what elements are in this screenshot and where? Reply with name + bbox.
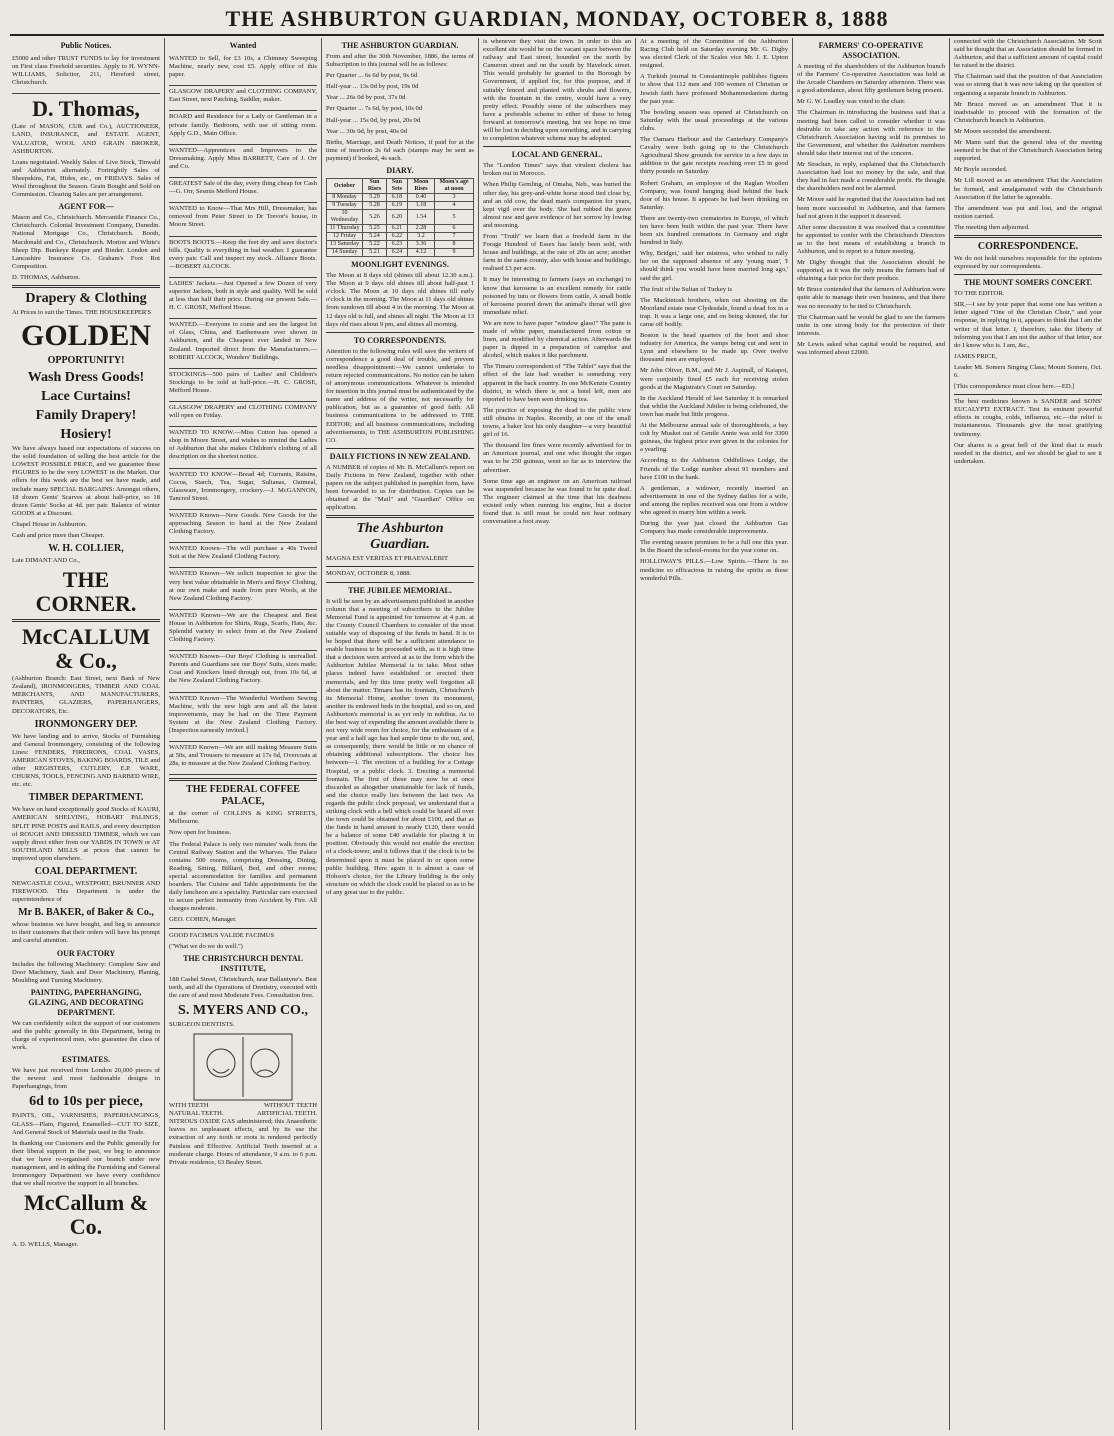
diary-cell: 6.22	[386, 233, 407, 241]
corner-heading: THE CORNER.	[35, 567, 137, 617]
wanted-ad	[169, 111, 317, 144]
wanted-ad	[169, 427, 317, 468]
coffee-body: The Federal Palace is only two minutes' walk from the Central Railway Station and the Wharves. The Palace contains 500 rooms, comprising Dressing, Dining, Reading, Sitting, Billiard, Bed, and other rooms; special accommodation for families and permanent boarders. The Cuisine and Table appointments for the daily luncheon are a speciality. Particular care exercised to secure perfect immunity from Accident by Fire. All charges moderate.	[169, 840, 317, 913]
dental-heading: THE CHRISTCHURCH DENTAL INSTITUTE,	[183, 953, 303, 973]
hosiery-heading: Hosiery!	[60, 427, 112, 443]
column-7	[950, 38, 1106, 1430]
subscription-term: Year ... 30s 0d, by post, 40s 0d	[326, 127, 408, 135]
farmers-paragraph: Mr Moore said he regretted that the Association had not been more successful in Ashburton, and that farmers had not given it the support it deserved.	[797, 196, 945, 220]
correspondents-body: Attention to the following rules will save the writers of correspondence a good deal of trouble, and prevent needless disappointment:—We cannot undertake to return rejected communications. No notice can be taken of anonymous communications. Whatever is intended for insertion in this journal must be authenticated by the name and address of the writer, not necessarily for publication, but as a guarantee of good faith. All business communications to be addressed to THE EDITOR; and all business communications, including advertisements, to THE ASHBURTON PUBLISHING CO.	[326, 347, 474, 444]
farmers-paragraph: A meeting of the shareholders of the Ashburton branch of the Farmers' Co-operative Association was held at the Arcade Chambers on Saturday afternoon. There was a good attendance, about fifty gentlemen being present.	[797, 63, 945, 95]
mccallum-heading: McCALLUM & Co.,	[21, 624, 151, 674]
col5-top: At a meeting of the Committee of the Ashburton Racing Club held on Saturday evening Mr. G. Digby was elected Clerk of the Scales vice Mr. J. E. Upton resigned.	[640, 38, 788, 70]
fruit-body: The Mackintosh brothers, when out shooting on the Moorland estate near Clydesdale, found a dead fox in a trap. It was a large one, and on being skinned, the fur came off bodily.	[640, 296, 788, 328]
wanted-ad	[169, 510, 317, 543]
col7-bottom: Our shares is a great bell of the kind that is much needed in the district, and we should be glad to see it undertaken.	[954, 441, 1102, 465]
diary-cell: 4	[435, 202, 474, 210]
wanted-ad	[169, 203, 317, 236]
corr-note: We do not hold ourselves responsible for the opinions expressed by our correspondents.	[954, 254, 1102, 271]
moonlight-heading: MOONLIGHT EVENINGS.	[351, 260, 449, 270]
timber-dept-heading: TIMBER DEPARTMENT.	[28, 792, 144, 804]
farmers-heading: FARMERS' CO-OPERATIVE ASSOCIATION.	[818, 41, 924, 60]
wanted-ad	[169, 278, 317, 319]
diary-header-row	[327, 179, 474, 194]
wanted-ad	[169, 568, 317, 609]
diary-row	[327, 194, 474, 202]
column-3	[322, 38, 479, 1430]
coal-body: NEWCASTLE COAL, WESTPORT, BRUNNER AND FIREWOOD. This Department is under the superintendence of	[12, 879, 160, 904]
factory-heading: OUR FACTORY	[56, 948, 116, 958]
agent-for: AGENT FOR—	[58, 202, 114, 212]
family-heading: Family Drapery!	[35, 408, 137, 424]
diary-cell: 6.23	[386, 241, 407, 249]
wanted-ad-text: WANTED to Know—That Mrs Hill, Dressmaker, has removed from Peter Street to Dr Trevor's house, in Moore Street.	[169, 205, 317, 229]
col4-top: is whenever they visit the town. In order to this an excellent site would be on the vacant space between the railway and East street, bounded on the north by Cameron street and on the south by Havelock street. This would probably be granted to the Borough by Government, if applied for, for this purpose, and if suitably fenced and planted with shrubs and flowers, with the fountain in the centre, would have a very pretty effect. Possibly some of the subscribers may have a preferable scheme to either of these to bring forward at tomorrow's meeting, but we hope no time will be lost in deciding upon something, and in carrying to completion whatever scheme may be adopted.	[483, 38, 631, 143]
estimates-heading: ESTIMATES.	[61, 1055, 111, 1065]
diary-row	[327, 202, 474, 210]
meeting-paragraph: Mr Lill moved as an amendment That the Association be formed, and amalgamated with the Christchurch Association if the latter be agreeable.	[954, 177, 1102, 201]
diary-cell: 3.36	[407, 241, 434, 249]
concert-note: [This correspondence must close here.—ED.]	[954, 383, 1075, 391]
meeting-paragraph: Mr Moore seconded the amendment.	[954, 127, 1052, 135]
column-4	[479, 38, 636, 1430]
wanted-ad	[169, 402, 317, 427]
chapel-sub: Cash and price more than Cheaper.	[12, 532, 105, 539]
wanted-ad-text: WANTED Known—New Goods. New Goods for the approaching Season to hand at the New Zealand Clothing Factory.	[169, 511, 317, 536]
teeth-label-left: NATURAL TEETH.	[169, 1110, 224, 1118]
news-paragraph: The Oamaru Harbour and the Canterbury Company's Cavalry were both going up to the Christchurch Agricultural Show grounds for service in a few days in addition to the gate receipts reaching over £5 in good thirty pounds on Saturday.	[640, 136, 788, 176]
motto: MAGNA EST VERITAS ET PRAEVALEBIT	[326, 555, 449, 563]
gas: During the year just closed the Ashburton Gas Company has made considerable improvements.	[640, 520, 788, 536]
date-line: MONDAY, OCTOBER 8, 1888.	[326, 570, 412, 578]
myers-body: NITROUS OXIDE GAS administered; this Anaesthetic leaves no unpleasant effects, and by its use the extraction of any tooth or roots is rendered perfectly Painless and Effective. Artificial Teeth inserted at a moderate charge. Hours of attendance, 9 a.m. to 6 p.m. Private residence, 63 Bealey Street.	[169, 1118, 317, 1166]
wanted-ad	[169, 237, 317, 278]
jubilee-body: It will be seen by an advertisement published in another column that a meeting of subscribers to the Jubilee Memorial Fund is appointed for tomorrow at 4 p.m. at the County Council Chambers to consider of the most suitable way of disposing of the funds in hand. It is to be hoped that there will be a sufficient attendance to enable business to be proceeded with, as it is high time that a decision were arrived at as to the form which the Ashburton Jubilee Memorial is to take. Most other places indeed have established or erected their memorials, and by this time pretty well forgotten all about the matter. Timaru has its fountain, Christchurch its Memorial Home, another town its monument, another its endowed beds in the hospital, and so on, and Ashburton's memorial is as yet only in nubibus. As to the best way of expending the amount available there is not very wide room for choice, for the enthusiasm of a year and a half ago has had ample time to die out, and, as consequently, there would be little or no chance of obtaining additional subscriptions. The choice lies between—1. The erection of a building for a Cottage Hospital, or a public clock. 3. Erecting a memorial fountain. The first of these may now be at once discarded as altogether unattainable for lack of funds, and the choice really lies between the last two. As regards the public clock proposal, we understand that a striking clock with a bell which could be heard all over the town could be obtained for about £100, and that as the funds in hand amount to nearly £120, there would be a balance of some £40 available for placing it in position. Obviously this would not enable the erection of a clock-tower, and it follows that if the clock is to be determined upon it must be placed in or upon some public building. Here again it is almost a case of Hobson's choice, for the Library building is the only structure on which the clock could be placed so as to be of any great use to the public.	[326, 597, 474, 896]
wanted-ad-text: WANTED.—Everyone to come and see the largest lot of Glass, China, and Earthenware ever shown in Ashburton, and the Cheapest ever landed in New Zealand. Imported direct from the Manufacturers.—ROBERT ALCOCK, Wonders' Buildings.	[169, 321, 317, 361]
masthead-title: THE ASHBURTON GUARDIAN, MONDAY, OCTOBER 8, 1888	[225, 6, 889, 31]
diary-row	[327, 249, 474, 257]
diary-cell: 3	[435, 194, 474, 202]
diary-row	[327, 210, 474, 225]
diary-row	[327, 241, 474, 249]
diary-cell: 13 Saturday	[327, 241, 363, 249]
farmers-paragraph: Mr G. W. Leadley was voted to the chair.	[797, 98, 906, 106]
painting-body: We can confidently solicit the support of our customers and the public generally in this Department, being in charge of experienced men, who guarantee the class of work.	[12, 1019, 160, 1052]
local-paragraph: When Philip Gemling, of Omaha, Neb., was buried the other day, his grey-and-white horse stood tied close by, and an old cow, the dead man's companion for years, kept vigil over the body. She had rubbed the grave almost raw and gave evidence of her sorrow by lowing and mooning.	[483, 181, 631, 229]
loan-ad-text: £5000 and other TRUST FUNDS to lay for investment on First class Freehold securities. Apply to H. WYNN-WILLIAMS, Solicitor, 211, Hereford street, Christchurch.	[12, 55, 160, 87]
farmers-paragraph: Mr Strachan, in reply, explained that the Christchurch Association had lost no money by the sale, and that they had in fact made a considerable profit. He thought the shareholders need not be alarmed.	[797, 161, 945, 193]
wanted-heading: Wanted	[229, 41, 257, 50]
loan-ad	[12, 53, 160, 94]
farmers-paragraph: The Chairman in introducing the business said that a meeting had been called to consider whether it was desirable to take any action with reference to the Christchurch Association having sold its premises to the Government, and whether the Ashburton members should take their interest out of the concern.	[797, 109, 945, 157]
wanted-ad	[169, 693, 317, 742]
subscription-term: Half-year ... 15s 0d, by post, 20s 0d	[326, 116, 421, 124]
diary-column-header: Moon's age at noon	[435, 179, 474, 194]
diary-cell: 9	[435, 249, 474, 257]
myers-sub: SURGEON DENTISTS.	[169, 1020, 235, 1028]
moon-body: The Moon at 8 days old (shines till about 12.30 a.m.). The Moon at 9 days old shines till about half-past 1 o'clock. The Moon at 10 days old shines till early o'clock in the morning. The Moon at 11 days old shines from sundown till about 4 in the morning. The Moon at 12 days old is full, and shines all night. The Moon at 13 days old rises about 9 pm, and shines all morning.	[326, 272, 474, 328]
wanted-ad-text: WANTED TO KNOW.—Miss Cotton has opened a shop in Moore Street, and wishes to remind the Ladies of Ashburton that she makes Children's clothing of all description on the shortest notice.	[169, 429, 317, 461]
concert-to: TO THE EDITOR.	[954, 290, 1005, 298]
column-5	[636, 38, 793, 1430]
diary-cell: 0.40	[407, 194, 434, 202]
diary-column-header: October	[327, 179, 363, 194]
collier-name: W. H. COLLIER,	[48, 543, 124, 555]
diary-cell: 6.19	[386, 202, 407, 210]
fuchsia: The evening season promises to be a full one this year. In the Board the school-rooms for the year come on.	[640, 539, 788, 555]
meeting-paragraph: The Chairman said that the position of that Association was so strong that it was now taking up the question of organising a separate branch in Ashburton.	[954, 73, 1102, 97]
diary-cell: 5.25	[363, 225, 387, 233]
subscription-term: Half-year ... 13s 0d by post, 19s 0d	[326, 83, 419, 91]
column-2	[165, 38, 322, 1430]
news-paragraph: Robert Graham, an employee of the Raglan Woollen Company, was found hanging dead behind the back door of his house. It appears he had been drinking on Saturday.	[640, 179, 788, 211]
concert-heading: THE MOUNT SOMERS CONCERT.	[963, 278, 1093, 288]
coffee-heading: THE FEDERAL COFFEE PALACE,	[186, 784, 300, 808]
wanted-ad-text: GREATEST Sale of the day, every thing cheap for Cash—G. Orr, Sesmis Mefford House.	[169, 180, 317, 196]
teeth-caption-right: WITHOUT TEETH	[263, 1102, 317, 1110]
wanted-ad	[169, 53, 317, 86]
opportunity-heading: OPPORTUNITY!	[47, 355, 125, 367]
drapery-heading: Drapery & Clothing	[25, 290, 147, 306]
terms-list	[326, 72, 474, 136]
drapery-sub: At Prices to suit the Times. THE HOUSEKEEPER'S	[12, 308, 152, 316]
dental-body: 188 Cashel Street, Christchurch, near Ballantyne's. Best teeth, and all the Operations of Dentistry, executed with the care of and most Moderate Fees. Consultation free.	[169, 975, 317, 999]
diary-cell: 2.28	[407, 225, 434, 233]
hosiery-body: We have always based our expectations of success on the solid foundation of selling the best article for the LOWEST POSSIBLE PRICE, and we guarantee these FIGURES to be the very LOWEST in the Market. Our offers for this week are the best we have made, and include many SPECIAL BARGAINS: Amongst others, 18 dozen Gents' Scarves at about half-price, so 18 dozen Gents' Socks at 4d. per pair. Balance of winter GOODS at a Discount.	[12, 445, 160, 517]
guardian-heading: THE ASHBURTON GUARDIAN.	[341, 41, 459, 50]
factory-body: Includes the following Machinery: Complete Saw and Door Machinery, Sash and Door Machinery, Planing, Moulding and Turning Machinery.	[12, 960, 160, 984]
diary-cell: 14 Sunday	[327, 249, 363, 257]
wanted-ad-text: LADIES' Jackets.—Just Opened a few Dozen of very superior Jackets, both in style and quality. Will be sold at less than half their price. During our present Sale.—H. C. GROSE, Mefford House.	[169, 279, 317, 312]
wanted-ad-text: WANTED Known—The will purchase a 40s Tweed Suit at the New Zealand Clothing Factory.	[169, 545, 317, 561]
wanted-ad	[169, 651, 317, 692]
diary-cell: 10 Wednesday	[327, 210, 363, 225]
myers-heading: S. MYERS AND CO.,	[178, 1002, 308, 1018]
diary-cell: 9 Tuesday	[327, 202, 363, 210]
teeth-label-right: ARTIFICIAL TEETH.	[256, 1110, 317, 1118]
chicago: A gentleman, a widower, recently inserted an advertisement in one of the Sydney dailies for a wife, and among the replies received was one from a widow who agreed to marry him within a week.	[640, 484, 788, 516]
diary-cell: 3.2	[407, 233, 434, 241]
news-paragraph: A Turkish journal in Constantinople publishes figures to show that 112 men and 100 women of Christian or Jewish faith have professed Mohammedanism during the past year.	[640, 73, 788, 105]
diary-cell: 8	[435, 241, 474, 249]
subscription-text: From and after the 30th November, 1886, the terms of Subscription to this journal will be as follows:	[326, 53, 474, 69]
correspondence-heading: CORRESPONDENCE.	[977, 240, 1079, 252]
wanted-ad-text: WANTED to Sell, for £3 10s, a Chimney Sweeping Machine, nearly new, cost £5. Apply office of this paper.	[169, 55, 317, 79]
guardian-title: The Ashburton Guardian.	[356, 521, 444, 553]
news-paragraph: The bowling season was opened at Christchurch on Saturday with the usual proceedings at the various clubs.	[640, 108, 788, 132]
notices-heading: Public Notices.	[60, 41, 112, 50]
farmers-paragraph: After some discussion it was resolved that a committee be appointed to confer with the Christchurch Directors as to the best means of establishing a branch in Ashburton, and to report to a future meeting.	[797, 223, 945, 255]
timber-body: We have on hand exceptionally good Stocks of KAURI, AMERICAN SHELVING, HOBART PALINGS, SPLIT PINE POSTS and RAILS, and every description of ROUGH AND DRESSED TIMBER, which we can supply direct either from our YARDS IN TOWN or AT SOUTHLAND MILLS at prices that cannot be improved upon elsewhere.	[12, 806, 160, 862]
wanted-ad	[169, 543, 317, 568]
wanted-ad-text: BOARD and Residence for a Lady or Gentleman in a private family. Bedroom, with use of sitting room. Apply G.D., Main Office.	[169, 113, 317, 137]
concert-body: SIR,—I see by your paper that some one has written a letter signed "One of the Christian Choir," and your response, in replying to it, appears to think that I am the writer of that letter. I, therefore, take the liberty of informing you that I am not the author of that letter, nor do I know who is. I am, &c.,	[954, 301, 1102, 349]
diary-table	[326, 178, 474, 257]
thomas-sign: D. THOMAS, Ashburton.	[12, 273, 81, 281]
diary-cell: 8 Monday	[327, 194, 363, 202]
local-heading: LOCAL AND GENERAL.	[511, 150, 603, 160]
lace-heading: Lace Curtains!	[41, 389, 131, 405]
oddfellows: According to the Ashburton Oddfellows Lodge, the Friends of the Lodge number about 91 members and have £100 in the bank.	[640, 457, 788, 481]
painting-heading: PAINTING, PAPERHANGING, GLAZING, AND DECORATING DEPARTMENT.	[28, 987, 144, 1017]
estimates-body: We have just received from London 20,000 pieces of the newest and most fashionable designs in Paperhangings, from	[12, 1067, 160, 1091]
footer-sign: A. D. WELLS, Manager.	[12, 1241, 78, 1249]
fruit-head: The fruit of the Sultan of Turkey is	[640, 285, 733, 293]
coffee-open: Now open for business.	[169, 829, 232, 837]
baker-heading: Mr B. BAKER, of Baker & Co.,	[18, 907, 154, 919]
diary-body	[327, 194, 474, 257]
zealand-body: A NUMBER of copies of Mr. B. McCallum's report on Daily Fictions in New Zealand, together with other papers on the subject published in pamphlet form, have been forwarded to us for distribution. Copies can be obtained at the "Mail" and "Guardian" Office on application.	[326, 463, 474, 512]
correspondents-heading: TO CORRESPONDENTS.	[353, 335, 447, 345]
meeting-paragraph: Mr Bruce moved as an amendment That it is inadvisable to proceed with the formation of the Christchurch branch in Ashburton.	[954, 100, 1102, 124]
diary-cell: 6.24	[386, 249, 407, 257]
subscription-term: Year ... 26s 0d by post, 37s 0d	[326, 94, 406, 102]
local-list	[483, 162, 631, 526]
news-paragraph: Why, Bridget,' said her mistress, who wished to rally her on the supposed absence of any 'young man', 'I should think you would have been married long ago,' said the girl.	[640, 250, 788, 282]
meeting-paragraph: The meeting then adjourned.	[954, 223, 1030, 231]
wanted-ad	[169, 742, 317, 775]
meeting-paragraph: Mr Boyle seconded.	[954, 166, 1008, 174]
diary-cell: 5.21	[363, 249, 387, 257]
farmers-paragraph: The Chairman said he would be glad to see the farmers unite in one strong body for the protection of their interests.	[797, 313, 945, 337]
diary-heading: DIARY.	[386, 166, 414, 176]
concert-sign: JAMES PRICE,	[954, 352, 997, 360]
diary-cell: 5.28	[363, 202, 387, 210]
wanted-ad-text: WANTED Known—We are still making Measure Suits at 50s, and Trousers to measure at 17s 6d, Overcoats at 28s, to measure at the New Zealand Clothing Factory.	[169, 744, 317, 768]
diary-row	[327, 225, 474, 233]
iron-body: We have landing and to arrive, Stocks of Furnishing and General Ironmongery, consisting of the following Lines: FENDERS, FIREIRONS, COAL VASES, AMERICAN STOVES, BAKING BOARDS, TILE and other REGISTERS, CUTLERY, E.P. WARE, CHURNS, TOOLS, FENCING AND BARBED WIRE, etc. etc.	[12, 732, 160, 789]
teeth-illustration	[169, 1032, 317, 1102]
wanted-ad-text: GLASGOW DRAPERY and CLOTHING COMPANY will open on Friday.	[169, 404, 317, 420]
diary-cell: 12 Friday	[327, 233, 363, 241]
diary-cell: 5.26	[363, 210, 387, 225]
subscription-term: Per Quarter ... 6s 6d by post, 9s 6d	[326, 72, 418, 80]
sander-ad: The best medicines known is SANDER and SONS' EUCALYPTI EXTRACT. Test its eminent powerful effects in coughs, colds, influenza, etc.—the relief is instantaneous. Thousands give the most gratifying testimony.	[954, 398, 1102, 438]
wanted-ad	[169, 145, 317, 178]
wanted-ad	[169, 86, 317, 111]
price-heading: 6d to 10s per piece,	[29, 1094, 143, 1110]
diary-cell: 6.21	[386, 225, 407, 233]
golden-heading: GOLDEN	[20, 319, 152, 353]
thomas-name: D. Thomas,	[32, 96, 140, 122]
diary-column-header: Sun Rises	[363, 179, 387, 194]
boston: Boston is the head quarters of the boot and shoe industry for America, the vamps being cut and sent to Lynn and elsewhere to be made up. Over twelve thousand men are employed.	[640, 332, 788, 364]
wanted-ad-text: GLASGOW DRAPERY and CLOTHING COMPANY, East Street, next Patching, Saddler, maker.	[169, 88, 317, 104]
iron-dept-heading: IRONMONGERY DEP.	[34, 718, 138, 730]
diary-cell: 4.12	[407, 249, 434, 257]
diary-cell: 11 Thursday	[327, 225, 363, 233]
stallion: At the Melbourne annual sale of thoroughbreds, a bay colt by Musket out of Gentle Annie was sold for 3300 guineas, the highest price ever given in the colonies for a yearling.	[640, 422, 788, 454]
wanted-list	[169, 53, 317, 775]
news-paragraph: There are twenty-two crematories in Europe, of which ten have been built within the past year. There have been six hundred cremations in Germany and eight hundred in Italy.	[640, 214, 788, 247]
farmers-paragraph: Mr Digby thought that the Association should be supported, as it was the only means the farmers had of obtaining a fair price for their produce.	[797, 259, 945, 283]
wanted-ad-text: WANTED—Apprentices and Improvers to the Dressmaking. Apply Miss BARRETT, Care of J. Orr and Co.	[169, 146, 317, 170]
local-paragraph: The "London Times" says that virulent cholera has broken out in Morocco.	[483, 162, 631, 178]
col7-top: connected with the Christchurch Association. Mr Scott said he thought that an Association should be formed in Ashburton, and that a sufficient amount of capital could be raised in the district.	[954, 38, 1102, 70]
masthead	[10, 4, 1104, 36]
wanted-ad-text: WANTED Known—We are the Cheapest and Best House in Ashburton for Shirts, Rugs, Scarfs, Hats, &c. Splendid variety to select from at the New Zealand Clothing Factory.	[169, 611, 317, 644]
meeting-paragraph: The amendment was put and lost, and the original motion carried.	[954, 204, 1102, 220]
diary-cell: 5.22	[363, 241, 387, 249]
local-paragraph: The Timaru correspondent of "The Tablet" says that the effect of the late bad weather is something very apparent in the back country. In one McKenzie Country district, in which there is not a hotel left, men are reported to have been seen drinking tea.	[483, 363, 631, 403]
concert-sign-sub: Leader Mt. Somers Singing Class; Mount Somers, Oct. 6.	[954, 363, 1102, 379]
collier-sub: Late DIMANT AND Co.,	[12, 557, 80, 565]
local-paragraph: The thousand lire fines were recently advertised for in an American journal, and one who thought the organ was to be 250 guineas, went so far as to interview the advertiser.	[483, 442, 631, 474]
local-paragraph: From "Truth" we learn that a freehold farm in the Forage Hundred of Essex has lately been sold, with house and buildings, at the rate of 20s an acre; another farm in the same county, also with house and buildings, realised £3 per acre.	[483, 232, 631, 273]
local-paragraph: It may be interesting to farmers (says an exchange) to know that kerosene is an excellent remedy for cattle poisoned by tutu or flowers from cattle, A small bottle of kerosene poured down the animal's throat will give immediate relief.	[483, 276, 631, 316]
latin-sub: ("What we do we do well.")	[169, 942, 243, 950]
farmers-paragraph: Mr Bruce contended that the farmers of Ashburton were quite able to manage their own business, and that there was no necessity to be tied to Christchurch.	[797, 286, 945, 310]
diary-cell: 5.24	[363, 233, 387, 241]
local-paragraph: We are now to have paper "window glass!" The pane is made of white paper, manufactured from cotton or linen, and modified by chemical action. Afterwards the paper is dipped in a preparation of camphor and alcohol, which makes it like parchment.	[483, 319, 631, 360]
faces-illustration	[193, 1033, 293, 1101]
column-6	[793, 38, 950, 1430]
col5-list	[640, 73, 788, 282]
wanted-ad-text: WANTED Known—Our Boys' Clothing is unrivalled. Parents and Guardians see our Boys' Suits, sizes made; Coat and Knickers lined through out, from 10s 6d, at the New Zealand Clothing Factory.	[169, 653, 317, 685]
wanted-ad-text: BOOTS BOOTS.—Keep the feet dry and save doctor's bills. Quality is everything in bad weather. I guarantee every pair. Call and inspect my stock. Alliance Boots.—ROBERT ALCOCK.	[169, 238, 317, 270]
agent-body: Mason and Co., Christchurch. Mercantile Finance Co., Christchurch. Colonial Investment Company, Dunedin. National Mortgage Co., Christchurch. Booth, Macdonald and Co., Christchurch. Morton and White's Sheep Dip. Bunkeye Reaper and Binder. London and Lancashire Insurance Co. Graham's Foot Rot Composition.	[12, 214, 160, 270]
holloway: HOLLOWAY'S PILLS.—Low Spirits.—There is no medicine so efficacious in raising the spirits as these wonderful Pills.	[640, 558, 788, 582]
coal-dept-heading: COAL DEPARTMENT.	[34, 865, 138, 877]
wanted-ad	[169, 319, 317, 368]
meeting-paragraph: Mr Mann said that the general idea of the meeting seemed to be that of the Christchurch Association being supported.	[954, 139, 1102, 163]
wanted-ad-text: STOCKINGS—500 pairs of Ladies' and Children's Stockings to be sold at half-price.—H. C. GROSE, Mefford House.	[169, 370, 317, 394]
mccallum-footer: McCallum & Co.	[23, 1190, 149, 1240]
wanted-ad-text: WANTED Known—We solicit inspection to give the very best value obtainable in Men's and Boys' Clothing, at our own make and made from pure Wools, at the New Zealand Clothing Factory.	[169, 570, 317, 602]
diary-cell: 6	[435, 225, 474, 233]
local-paragraph: Some time ago an engineer on an American railroad was suspended because he was found to be quite deaf. The engineer claimed at the time that his deafness existed only when running his engine, but a doctor found that is still must be could not hear ordinary conversation a foot away.	[483, 477, 631, 526]
diary-cell: 6.18	[386, 194, 407, 202]
teeth-caption-left: WITH TEETH	[169, 1102, 209, 1110]
col7-list	[954, 73, 1102, 232]
diary-column-header: Moon Rises	[407, 179, 434, 194]
column-1	[8, 38, 165, 1430]
diary-column-header: Sun Sets	[386, 179, 407, 194]
thomas-body: Loans negotiated. Weekly Sales of Live Stock, Tinwald and Ashburton alternately. Fortnightly Sales of Sheepskins, Fat, Hides, etc., on FRIDAYS. Sales of Wool throughout the Season. Grain Bought and Sold on Commission. Clearing Sales are per arrangement.	[12, 158, 160, 199]
diary-cell: 1.54	[407, 210, 434, 225]
subscription-term: Per Quarter ... 7s 6d, by post, 10s 0d	[326, 105, 423, 113]
coffee-sign: GEO. COHEN, Manager.	[169, 916, 237, 924]
local-paragraph: The practice of exposing the dead to the public view still obtains in Naples. Recently, at one of the small towns, a baker lost his only daughter—a very beautiful girl of 16.	[483, 406, 631, 439]
zealand-heading: DAILY FICTIONS IN NEW ZEALAND.	[329, 451, 471, 461]
thanks-body: In thanking our Customers and the Public generally for their liberal support in the past, we beg to announce that we have re-organised our branch under new management, and in adding the Furnishing and General Ironmongery Department we have every confidence that we shall receive the support in all branches.	[12, 1139, 160, 1188]
auckland: In the Auckland Herald of last Saturday it is remarked that whilst the Auckland Jubilee is being celebrated, the town has made but little progress.	[640, 394, 788, 418]
baker-body: whose business we have bought, and beg to announce to their customers that their orders will have his prompt and careful attention.	[12, 921, 160, 945]
mccallum-sub: (Ashburton Branch: East Street, next Bank of New Zealand), IRONMONGERS, TIMBER AND COAL MERCHANTS, AND MANUFACTURERS, PAINTERS, GLAZIERS, PAPERHANGERS, DECORATORS, Etc.	[12, 675, 160, 715]
col6-list	[797, 63, 945, 357]
chapel-house: Chapel House in Ashburton.	[12, 520, 87, 528]
wanted-ad	[169, 610, 317, 651]
columns	[8, 38, 1106, 1430]
wash-heading: Wash Dress Goods!	[27, 370, 145, 386]
aspinall: Mr John Oliver, B.M., and Mr J. Aspinall, of Kaiapoi, were conjointly fined £5 each for receiving stolen goods at the Magistrate's Court on Saturday.	[640, 367, 788, 391]
price-sub: PAINTS, OIL, VARNISHES, PAPERHANGINGS, GLASS—Plain, Figured, Enamelled—CUT TO SIZE, And General Stock of Materials used in the Trade.	[12, 1112, 160, 1136]
wanted-ad	[169, 178, 317, 203]
wanted-ad	[169, 369, 317, 402]
diary-cell: 6.20	[386, 210, 407, 225]
wanted-ad	[169, 469, 317, 510]
thomas-sub: (Late of MASON, CUR and Co.), AUCTIONEER, LAND, INSURANCE, and ESTATE AGENT, VALUATOR, WOOL AND GRAIN BROKER, ASHBURTON.	[12, 123, 160, 155]
diary-cell: 5.29	[363, 194, 387, 202]
latin-motto: GOOD FACIMUS VALIDE FACIMUS	[169, 931, 275, 939]
births-text: Births, Marriage, and Death Notices, if paid for at the time of insertion 2s 6d each (stamps may be sent as payment) if booked, 4s each.	[326, 138, 474, 162]
wanted-ad-text: WANTED Known—The Wonderful Werthem Sewing Machine, with the new high arm and all the latest improvements, may be had on the Time Payment System at the New Zealand Clothing Factory. [Inspection earnestly invited.]	[169, 694, 317, 734]
diary-cell: 1.18	[407, 202, 434, 210]
wanted-ad-text: WANTED TO KNOW—Bread 4d; Currants, Raisins, Cocoa, Starch, Tea, Sugar, Sultanas, Oatmeal, Glassware, Ironmongery, crockery.—J. McGANNON, Tancred Street.	[169, 470, 317, 502]
diary-cell: 7	[435, 233, 474, 241]
diary-row	[327, 233, 474, 241]
diary-cell: 5	[435, 210, 474, 225]
farmers-paragraph: Mr Lewis asked what capital would be required, and was informed about £2000.	[797, 340, 945, 356]
coffee-sub: at the corner of COLLINS & KING STREETS, Melbourne.	[169, 810, 317, 826]
jubilee-heading: THE JUBILEE MEMORIAL.	[348, 585, 452, 595]
